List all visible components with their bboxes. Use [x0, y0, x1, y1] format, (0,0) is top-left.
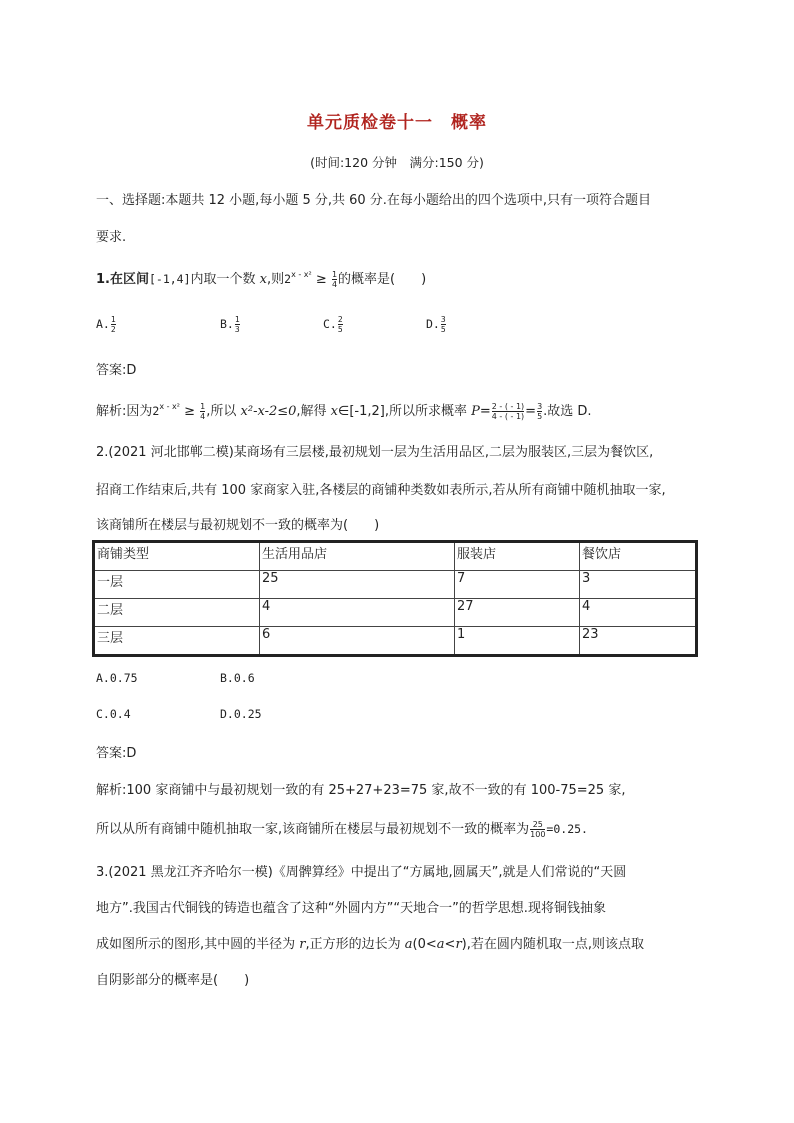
table-header-cell: 商铺类型: [94, 542, 260, 571]
q3-l3-a3: a: [436, 937, 445, 952]
q3-l3-a: 成如图所示的图形,其中圆的半径为: [96, 937, 300, 952]
question-3-line2: 地方”.我国古代铜钱的铸造也蕴含了这种“外圆内方”“天地合一”的哲学思想.现将铜钱抽象: [96, 901, 606, 916]
question-3-line1: 3.(2021 黑龙江齐齐哈尔一模)《周髀算经》中提出了“方属地,圆属天”,就是人们常说的“天圆: [96, 865, 627, 880]
q1-option-b-frac: [235, 315, 240, 334]
table-cell: 1: [455, 627, 580, 656]
q2-option-a: A.0.75: [96, 671, 138, 685]
q2-exp2-den: 100: [530, 830, 546, 839]
question-1-stem: [96, 268, 426, 289]
q1-option-c-label: C.: [323, 317, 337, 331]
table-header-cell: 服装店: [455, 542, 580, 571]
question-2-line3: 该商铺所在楼层与最初规划不一致的概率为( ): [96, 518, 380, 533]
table-cell: 7: [455, 571, 580, 599]
q1-option-d-num: 3: [440, 315, 446, 324]
q1-fraction: [332, 270, 337, 289]
q1-exp-t1: 解析:因为: [96, 404, 153, 419]
q1-option-c: [323, 315, 344, 334]
q2-exp2-num: 25: [532, 820, 543, 829]
q3-l3-b: ,正方形的边长为: [305, 937, 405, 952]
q1-exp-geq: ≥: [184, 404, 196, 419]
q1-option-d-den: 5: [440, 325, 446, 334]
q1-geq: ≥: [315, 272, 327, 287]
table-header-cell: 餐饮店: [580, 542, 697, 571]
q1-exp-p-frac: [492, 402, 524, 421]
q1-exp-base: 2: [152, 404, 160, 418]
q2-explanation-line2: [96, 818, 588, 839]
q1-exp-p: P: [471, 404, 480, 419]
question-3-line4: 自阴影部分的概率是( ): [96, 973, 250, 988]
q3-l3-e: ),若在圆内随机取一点,则该点取: [461, 937, 644, 952]
q1-exponent: x - x²: [291, 270, 312, 279]
table-header-row: [94, 542, 697, 571]
question-3-line3: [96, 933, 644, 952]
q1-exp-frac: [200, 402, 205, 421]
q1-exp-t2: ,所以: [206, 404, 241, 419]
q1-exp-r-frac: [537, 402, 542, 421]
q1-option-b-den: 3: [234, 325, 240, 334]
q1-exp-frac-num: 1: [200, 402, 206, 411]
q3-l3-d: <: [444, 937, 456, 952]
q2-exp2-post: =0.25.: [546, 822, 588, 836]
q1-option-d: [426, 315, 447, 334]
q1-option-a-label: A.: [96, 317, 110, 331]
table-row: [94, 599, 697, 627]
table-cell: 3: [580, 571, 697, 599]
q2-explanation-line1: 解析:100 家商铺中与最初规划一致的有 25+27+23=75 家,故不一致的有 100-75=25 家,: [96, 783, 626, 798]
q3-l3-a2: a: [404, 937, 413, 952]
exam-info: (时间:120 分钟 满分:150 分): [310, 155, 484, 170]
q1-option-b-num: 1: [234, 315, 240, 324]
q1-option-c-frac: [338, 315, 343, 334]
q1-frac-num: 1: [331, 270, 338, 279]
table-cell: 三层: [94, 627, 260, 656]
q1-exp-r-num: 3: [537, 402, 543, 411]
q2-option-d: D.0.25: [220, 707, 262, 721]
q2-answer: 答案:D: [96, 746, 137, 761]
page-title: 单元质检卷十一 概率: [307, 113, 487, 133]
table-cell: 4: [260, 599, 455, 627]
q1-exp-eq: =: [479, 404, 491, 419]
table-cell: 4: [580, 599, 697, 627]
q1-mid2: ,则: [267, 272, 285, 287]
q1-option-d-label: D.: [426, 317, 440, 331]
table-cell: 一层: [94, 571, 260, 599]
q1-prefix: 1.在区间: [96, 272, 149, 287]
q1-option-a-num: 1: [110, 315, 116, 324]
q3-l3-r: r: [299, 937, 306, 952]
q1-option-a-den: 2: [110, 325, 116, 334]
q3-l3-r2: r: [455, 937, 462, 952]
table-cell: 二层: [94, 599, 260, 627]
q2-exp2-pre: 所以从所有商铺中随机抽取一家,该商铺所在楼层与最初规划不一致的概率为: [96, 822, 530, 837]
q1-exp-p-den: 4 - ( - 1): [491, 412, 525, 421]
q1-base: 2: [284, 272, 292, 286]
q2-option-b: B.0.6: [220, 671, 255, 685]
section-instruction-line2: 要求.: [96, 230, 127, 245]
table-cell: 25: [260, 571, 455, 599]
q1-exp-t3: ,解得: [296, 404, 331, 419]
section-instruction-line1: 一、选择题:本题共 12 小题,每小题 5 分,共 60 分.在每小题给出的四个选项中,只有一项符合题目: [96, 193, 652, 208]
table-cell: 6: [260, 627, 455, 656]
q1-exp-t4: ∈[-1,2],所以所求概率: [338, 404, 472, 419]
q1-exp-p-num: 2 - ( - 1): [491, 402, 525, 411]
q1-option-c-num: 2: [337, 315, 343, 324]
q1-frac-den: 4: [331, 280, 338, 289]
table-cell: 23: [580, 627, 697, 656]
q1-option-a: [96, 315, 117, 334]
q1-exp-var: x: [330, 404, 339, 419]
question-2-line2: 招商工作结束后,共有 100 家商家入驻,各楼层的商铺种类数如表所示,若从所有商铺中随机抽取一家,: [96, 483, 666, 498]
shop-table: [92, 540, 698, 657]
q1-exp-eq2: =: [525, 404, 537, 419]
q1-exp-ineq: x²-x-2≤0: [240, 404, 297, 419]
q2-option-c: C.0.4: [96, 707, 131, 721]
q1-suffix: 的概率是( ): [338, 272, 427, 287]
q1-exp-exponent: x - x²: [159, 402, 180, 411]
table-header-cell: 生活用品店: [260, 542, 455, 571]
question-2-line1: 2.(2021 河北邯郸二模)某商场有三层楼,最初规划一层为生活用品区,二层为服装区,三层为餐饮区,: [96, 445, 654, 460]
q1-option-b-label: B.: [220, 317, 234, 331]
table-row: [94, 571, 697, 599]
q1-option-a-frac: [111, 315, 116, 334]
table-cell: 27: [455, 599, 580, 627]
q1-exp-r-den: 5: [537, 412, 543, 421]
table-row: [94, 627, 697, 656]
q1-exp-frac-den: 4: [200, 412, 206, 421]
q1-mid: 内取一个数: [190, 272, 260, 287]
q1-explanation: [96, 400, 592, 421]
q1-var: x: [259, 272, 268, 287]
q1-answer: 答案:D: [96, 363, 137, 378]
q1-interval: [-1,4]: [148, 272, 191, 286]
q1-exp-t5: .故选 D.: [543, 404, 592, 419]
q1-option-b: [220, 315, 241, 334]
q2-exp2-frac: [530, 820, 545, 839]
q1-option-c-den: 5: [337, 325, 343, 334]
q1-option-d-frac: [441, 315, 446, 334]
q3-l3-c: (0<: [412, 937, 437, 952]
